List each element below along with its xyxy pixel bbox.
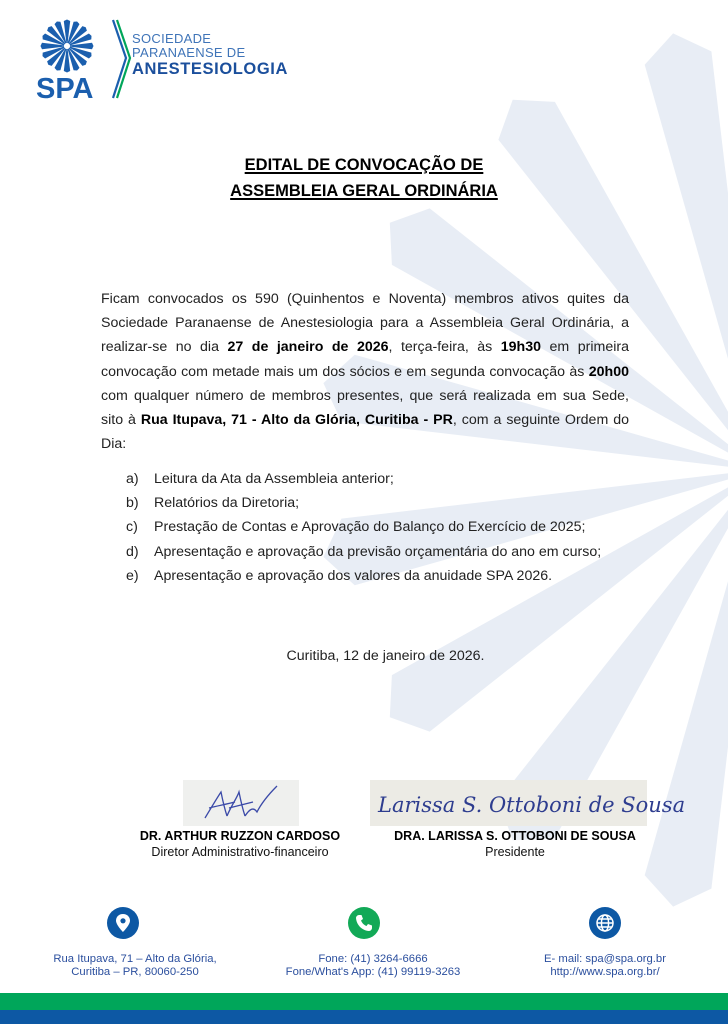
logo-abbrev: SPA [36, 73, 94, 105]
agenda-marker: b) [126, 495, 139, 512]
footer-band-blue [0, 1010, 728, 1024]
agenda-marker: e) [126, 567, 139, 584]
phone-icon [348, 907, 380, 939]
agenda-text: Leitura da Ata da Assembleia anterior; [154, 471, 394, 487]
agenda-item [126, 515, 601, 539]
agenda-text: Apresentação e aprovação dos valores da anuidade SPA 2026. [154, 567, 553, 584]
signature-script: Larissa S. Ottoboni de Sousa [378, 793, 686, 817]
footer-address [20, 953, 250, 979]
agenda-text: Prestação de Contas e Aprovação do Balanço do Exercício de 2025; [154, 519, 586, 536]
spa-starburst-logo-icon [36, 18, 132, 103]
title-line1: EDITAL DE CONVOCAÇÃO DE [244, 156, 484, 174]
agenda-item [126, 467, 601, 491]
footer-band-green [0, 993, 728, 1010]
signature-image-1 [183, 780, 299, 826]
footer-phone-line2: Fone/What's App: (41) 99119-3263 [285, 966, 461, 978]
para-text: , terça-feira, às [388, 339, 501, 356]
globe-icon [589, 907, 621, 939]
org-name-line1: SOCIEDADE [132, 31, 212, 46]
document-title [0, 152, 728, 204]
signature-image-2 [370, 780, 686, 826]
title-line2: ASSEMBLEIA GERAL ORDINÁRIA [230, 182, 498, 200]
signer-2-role: Presidente [485, 845, 545, 859]
agenda-text: Apresentação e aprovação da previsão orçamentária do ano em curso; [154, 543, 602, 560]
meeting-date: 27 de janeiro de 2026 [227, 339, 389, 356]
footer-website-link[interactable]: http://www.spa.org.br/ [550, 966, 660, 978]
para-text: com qualquer número de membros presentes, que será realizada em sua Sede, sito à [101, 387, 629, 429]
signer-1-role: Diretor Administrativo-financeiro [151, 845, 329, 859]
footer-email[interactable]: E- mail: spa@spa.org.br [544, 953, 666, 965]
signer-2-name: DRA. LARISSA S. OTTOBONI DE SOUSA [394, 829, 636, 843]
footer-phone-line1: Fone: (41) 3264-6666 [318, 953, 428, 965]
footer-address-line2: Curitiba – PR, 80060-250 [71, 966, 199, 978]
agenda-item [126, 491, 601, 515]
footer-address-line1: Rua Itupava, 71 – Alto da Glória, [53, 953, 217, 965]
footer-web [490, 953, 720, 979]
agenda-marker: a) [126, 471, 139, 487]
para-text: Ficam convocados os 590 (Quinhentos e Noventa) membros ativos quites da Sociedade Paranaense de Anestesiologia para a Assembleia Geral Ordinária, a realizar-se no dia [101, 291, 629, 356]
first-call-time: 19h30 [500, 339, 542, 356]
agenda-item [126, 564, 601, 588]
footer-phone [258, 953, 488, 979]
agenda-marker: d) [126, 543, 139, 560]
para-text: em primeira convocação com metade mais um dos sócios e em segunda convocação às [101, 339, 629, 380]
agenda-item [126, 540, 601, 564]
location-pin-icon [107, 907, 139, 939]
org-name-line2: PARANAENSE DE [132, 45, 246, 60]
spa-logo [36, 18, 286, 103]
org-name-line3: ANESTESIOLOGIA [132, 60, 288, 78]
second-call-time: 20h00 [588, 363, 629, 380]
convocation-paragraph [101, 287, 629, 456]
agenda-marker: c) [126, 519, 138, 536]
agenda-text: Relatórios da Diretoria; [154, 495, 300, 512]
para-text: , com a seguinte Ordem do Dia: [101, 412, 629, 453]
agenda-list [126, 467, 601, 588]
meeting-address: Rua Itupava, 71 - Alto da Glória, Curitiba - PR [140, 412, 453, 429]
signer-1-name: DR. ARTHUR RUZZON CARDOSO [139, 829, 341, 843]
date-line: Curitiba, 12 de janeiro de 2026. [286, 648, 485, 664]
